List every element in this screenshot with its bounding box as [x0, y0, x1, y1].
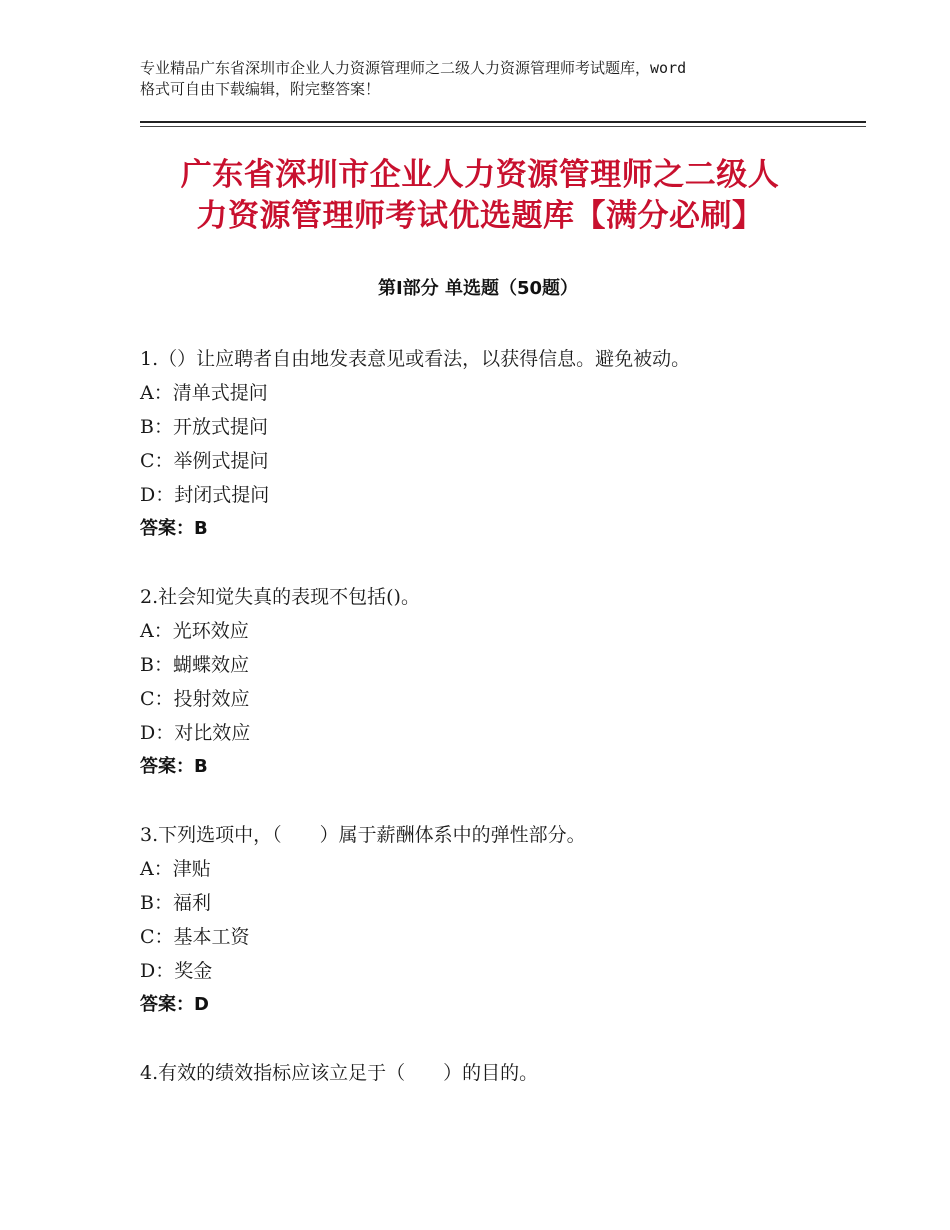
option-a: A：清单式提问 — [140, 382, 268, 404]
answer-label: 答案：D — [140, 994, 209, 1015]
option-d: D：封闭式提问 — [140, 484, 270, 506]
document-title — [140, 155, 820, 237]
option-d: D：对比效应 — [140, 722, 251, 744]
question-4 — [140, 1056, 840, 1090]
document-title-line-1: 广东省深圳市企业人力资源管理师之二级人 — [180, 157, 780, 193]
option-a: A：光环效应 — [140, 620, 249, 642]
question-stem: 4.有效的绩效指标应该立足于（ ）的目的。 — [140, 1062, 539, 1084]
question-1 — [140, 342, 840, 546]
question-list — [140, 342, 840, 1124]
option-b: B：开放式提问 — [140, 416, 268, 438]
option-d: D：奖金 — [140, 960, 213, 982]
option-b: B：蝴蝶效应 — [140, 654, 249, 676]
answer-label: 答案：B — [140, 756, 208, 777]
question-2 — [140, 580, 840, 784]
answer-label: 答案：B — [140, 518, 208, 539]
question-stem: 2.社会知觉失真的表现不包括()。 — [140, 586, 420, 608]
header-note-line-1: 专业精品广东省深圳市企业人力资源管理师之二级人力资源管理师考试题库，word — [140, 59, 687, 77]
option-c: C：基本工资 — [140, 926, 250, 948]
question-stem: 3.下列选项中，（ ）属于薪酬体系中的弹性部分。 — [140, 824, 586, 846]
option-a: A：津贴 — [140, 858, 211, 880]
document-title-line-2: 力资源管理师考试优选题库【满分必刷】 — [196, 198, 764, 234]
section-title: 第Ⅰ部分 单选题（50题） — [377, 278, 578, 299]
option-b: B：福利 — [140, 892, 211, 914]
header-note — [140, 58, 830, 100]
header-divider-thick — [140, 121, 866, 123]
header-divider-thin — [140, 126, 866, 127]
option-c: C：投射效应 — [140, 688, 250, 710]
question-stem: 1.（）让应聘者自由地发表意见或看法，以获得信息。避免被动。 — [140, 348, 691, 370]
question-3 — [140, 818, 840, 1022]
header-note-line-2: 格式可自由下载编辑，附完整答案！ — [140, 80, 381, 98]
option-c: C：举例式提问 — [140, 450, 269, 472]
